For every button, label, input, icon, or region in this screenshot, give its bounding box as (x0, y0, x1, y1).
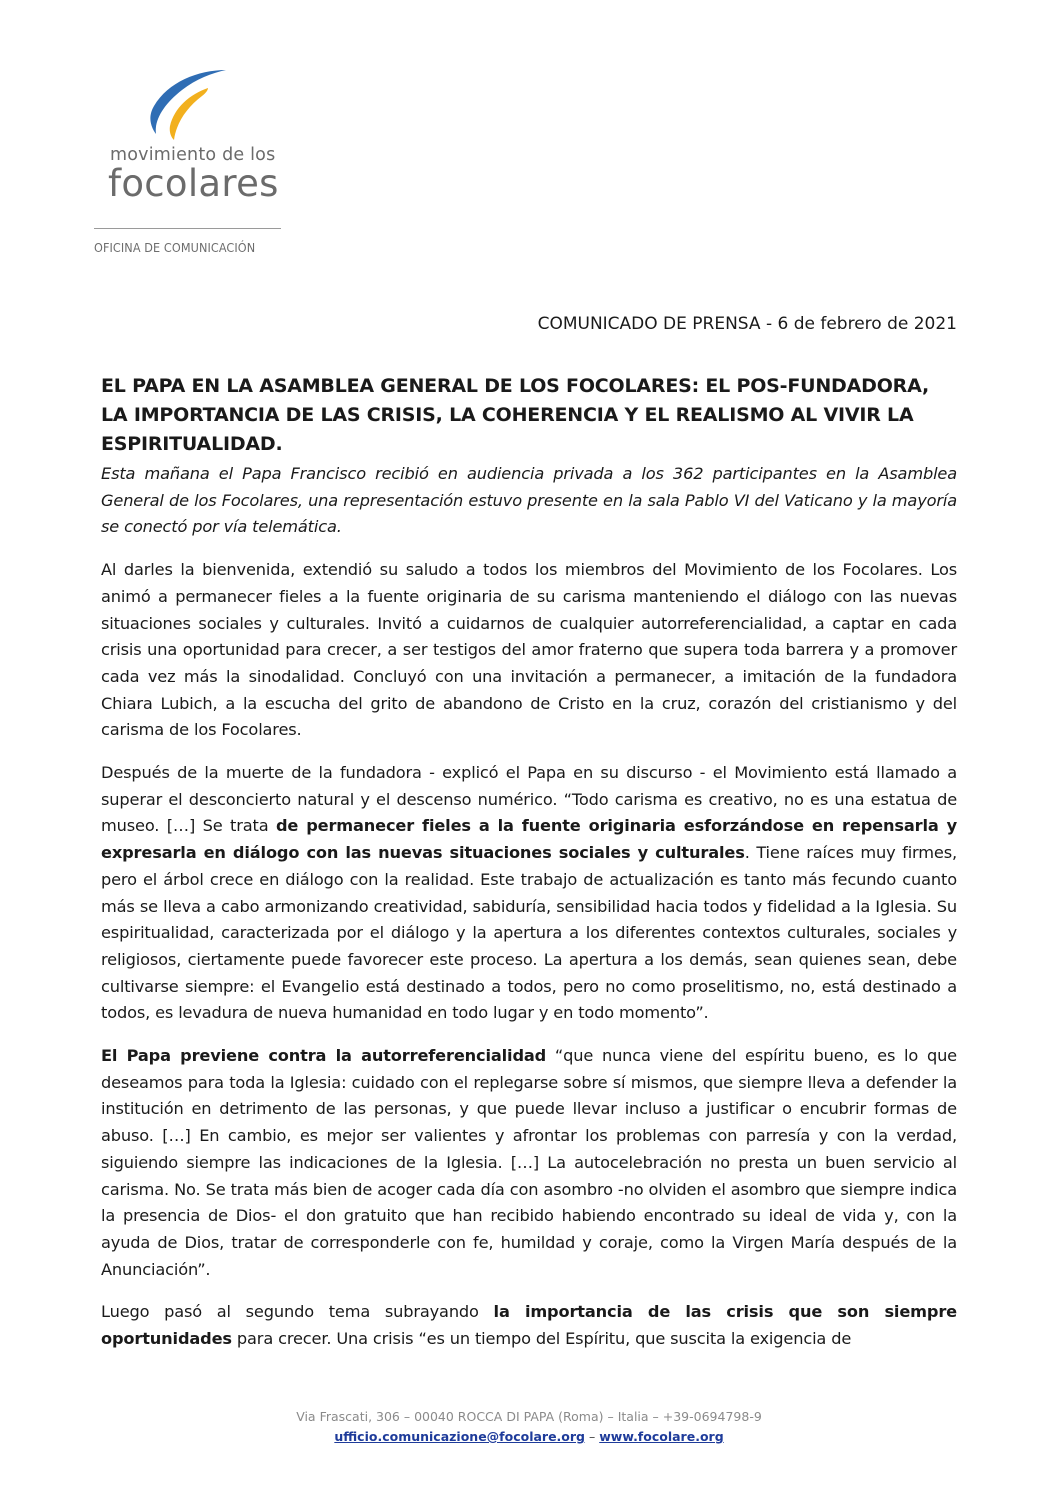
office-label: OFICINA DE COMUNICACIÓN (94, 240, 256, 255)
article-body (101, 372, 957, 1353)
footer-website-link[interactable]: www.focolare.org (599, 1429, 724, 1444)
focolares-swoosh-icon (146, 68, 232, 140)
footer-separator: – (585, 1429, 600, 1444)
header-divider (94, 228, 281, 229)
article-lead: Esta mañana el Papa Francisco recibió en audiencia privada a los 362 participantes en la Asamblea General de los Focolares, una representación estuvo presente en la sala Pablo VI del Vaticano y la mayoría se conectó por vía telemática. (101, 464, 957, 537)
footer-address: Via Frascati, 306 – 00040 ROCCA DI PAPA (Roma) – Italia – +39-0694798-9 (296, 1409, 762, 1424)
logo-subtitle: movimiento de los (110, 145, 276, 165)
press-release-date: COMUNICADO DE PRENSA - 6 de febrero de 2021 (537, 314, 957, 334)
paragraph-4 (101, 1299, 957, 1352)
paragraph-4-text-b: para crecer. Una crisis “es un tiempo del Espíritu, que suscita la exigencia de (231, 1329, 852, 1349)
paragraph-2 (101, 760, 957, 1027)
footer-links (0, 1429, 1058, 1444)
paragraph-4-bold: la importancia de las crisis que son siempre oportunidades (101, 1302, 957, 1349)
article-headline: EL PAPA EN LA ASAMBLEA GENERAL DE LOS FOCOLARES: EL POS-FUNDADORA, LA IMPORTANCIA DE LAS CRISIS, LA COHERENCIA Y EL REALISMO AL VIVIR LA ESPIRITUALIDAD. (101, 375, 929, 455)
paragraph-3 (101, 1043, 957, 1283)
logo-wordmark: focolares (108, 162, 279, 205)
paragraph-4-text-a: Luego pasó al segundo tema subrayando (101, 1302, 494, 1322)
paragraph-3-bold: El Papa previene contra la autorreferencialidad (101, 1046, 547, 1066)
paragraph-1: Al darles la bienvenida, extendió su saludo a todos los miembros del Movimiento de los Focolares. Los animó a permanecer fieles a la fuente originaria de su carisma manteniendo el diálogo con las nuevas situaciones sociales y culturales. Invitó a cuidarnos de cualquier autorreferencialidad, a captar en cada crisis una oportunidad para crecer, a ser testigos del amor fraterno que supera toda barrera y a promover cada vez más la sinodalidad. Concluyó con una invitación a permanecer, a imitación de la fundadora Chiara Lubich, a la escucha del grito de abandono de Cristo en la cruz, corazón del cristianismo y del carisma de los Focolares. (101, 560, 957, 740)
paragraph-2-bold: de permanecer fieles a la fuente originaria esforzándose en repensarla y expresarla en diálogo con las nuevas situaciones sociales y culturales (101, 816, 957, 863)
paragraph-3-text: “que nunca viene del espíritu bueno, es lo que deseamos para toda la Iglesia: cuidado con el replegarse sobre sí mismos, que siempre lleva a defender la institución en detrimento de las personas, y que puede llevar incluso a justificar o encubrir formas de abuso. […] En cambio, es mejor ser valientes y afrontar los problemas con parresía y con la verdad, siguiendo siempre las indicaciones de la Iglesia. […] La autocelebración no presta un buen servicio al carisma. No. Se trata más bien de acoger cada día con asombro -no olviden el asombro que siempre indica la presencia de Dios- el don gratuito que han recibido habiendo encontrado su ideal de vida y, con la ayuda de Dios, tratar de corresponderle con fe, humildad y coraje, como la Virgen María después de la Anunciación”. (101, 1046, 957, 1279)
focolares-logo (108, 68, 283, 208)
paragraph-2-text-a: Después de la muerte de la fundadora - explicó el Papa en su discurso - el Movimiento está llamado a superar el desconcierto natural y el descenso numérico. “Todo carisma es creativo, no es una estatua de museo. […] Se trata (101, 763, 957, 836)
paragraph-2-text-b: . Tiene raíces muy firmes, pero el árbol crece en diálogo con la realidad. Este trabajo de actualización es tanto más fecundo cuanto más se lleva a cabo armonizando creatividad, sabiduría, sensibilidad hacia todos y fidelidad a la Iglesia. Su espiritualidad, caracterizada por el diálogo y la apertura a los diferentes contextos culturales, sociales y religiosos, ciertamente puede favorecer este proceso. La apertura a los demás, sean quienes sean, debe cultivarse siempre: el Evangelio está destinado a todos, pero no como proselitismo, no, está destinado a todos, es levadura de nueva humanidad en todo lugar y en todo momento”. (101, 843, 957, 1023)
footer-email-link[interactable]: ufficio.comunicazione@focolare.org (334, 1429, 586, 1444)
